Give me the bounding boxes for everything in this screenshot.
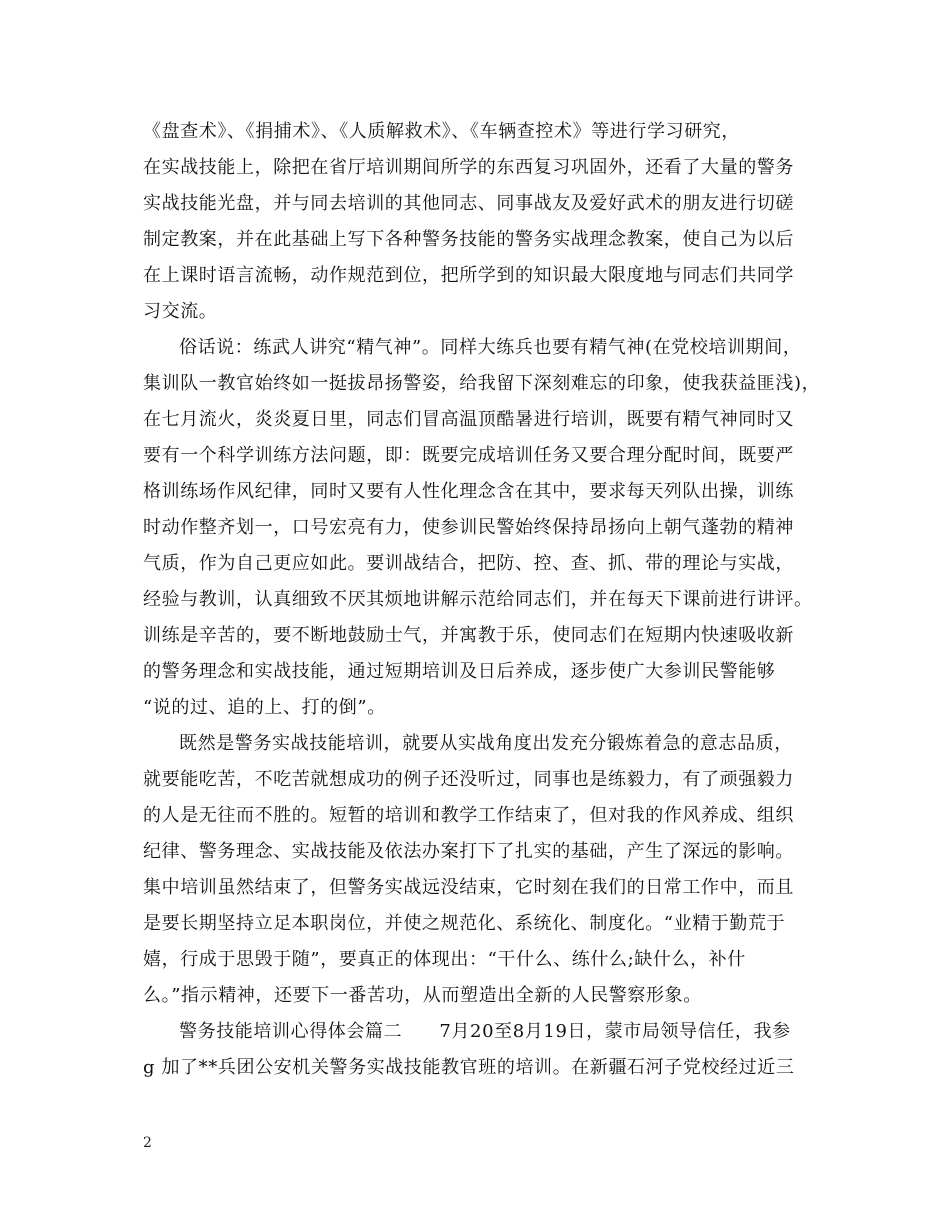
text-line: “说的过、追的上、打的倒”。 [143, 697, 386, 718]
text-line: 集训队一教官始终如一挺拔昂扬警姿，给我留下深刻难忘的印象，使我获益匪浅)， [143, 373, 821, 394]
text-line: 要有一个科学训练方法问题，即：既要完成培训任务又要合理分配时间，既要严 [143, 445, 794, 466]
text-line: 的警务理念和实战技能，通过短期培训及日后养成，逐步使广大参训民警能够 [143, 661, 776, 682]
document-body [143, 114, 833, 1086]
text-line: 训练是辛苦的，要不断地鼓励士气，并寓教于乐，使同志们在短期内快速吸收新 [143, 625, 794, 646]
text-line: 纪律、警务理念、实战技能及依法办案打下了扎实的基础，产生了深远的影响。 [143, 841, 794, 862]
text-line: 集中培训虽然结束了，但警务实战远没结束，它时刻在我们的日常工作中，而且 [143, 877, 794, 898]
paragraph-start-line: 俗话说：练武人讲究“精气神”。同样大练兵也要有精气神(在党校培训期间， [179, 337, 802, 358]
paragraph-start-line: 警务技能培训心得体会篇二 7月20至8月19日，蒙市局领导信任，我参 [179, 1021, 791, 1042]
text-line: 在七月流火，炎炎夏日里，同志们冒高温顶酷暑进行培训，既要有精气神同时又 [143, 409, 794, 430]
text-line: 是要长期坚持立足本职岗位，并使之规范化、系统化、制度化。“业精于勤荒于 [143, 913, 786, 934]
text-line: 格训练场作风纪律，同时又要有人性化理念含在其中，要求每天列队出操，训练 [143, 481, 794, 502]
text-line: g 加了**兵团公安机关警务实战技能教官班的培训。在新疆石河子党校经过近三 [143, 1057, 795, 1078]
text-line: 在上课时语言流畅，动作规范到位，把所学到的知识最大限度地与同志们共同学 [143, 265, 794, 286]
text-line: 气质，作为自己更应如此。要训战结合，把防、控、查、抓、带的理论与实战， [143, 553, 794, 574]
text-line: 在实战技能上，除把在省厅培训期间所学的东西复习巩固外，还看了大量的警务 [143, 157, 794, 178]
text-line: 的人是无往而不胜的。短暂的培训和教学工作结束了，但对我的作风养成、组织 [143, 805, 794, 826]
text-line: 就要能吃苦，不吃苦就想成功的例子还没听过，同事也是练毅力，有了顽强毅力 [143, 769, 794, 790]
text-line: 制定教案，并在此基础上写下各种警务技能的警务实战理念教案，使自己为以后 [143, 229, 794, 250]
text-line: 经验与教训，认真细致不厌其烦地讲解示范给同志们，并在每天下课前进行讲评。 [143, 589, 813, 610]
text-line: 实战技能光盘，并与同去培训的其他同志、同事战友及爱好武术的朋友进行切磋 [143, 193, 794, 214]
text-line: 么。”指示精神，还要下一番苦功，从而塑造出全新的人民警察形象。 [143, 985, 702, 1006]
text-line: 习交流。 [143, 301, 218, 322]
text-line: 时动作整齐划一，口号宏亮有力，使参训民警始终保持昂扬向上朝气蓬勃的精神 [143, 517, 794, 538]
text-line: 《盘查术》、《捐捕术》、《人质解救术》、《车辆查控术》等进行学习研究， [143, 121, 740, 142]
text-line: 嬉，行成于思毁于随”，要真正的体现出：“干什么、练什么;缺什么，补什 [143, 949, 746, 970]
paragraph-start-line: 既然是警务实战技能培训，就要从实战角度出发充分锻炼着急的意志品质， [179, 733, 793, 754]
page-number: 2 [143, 1135, 152, 1151]
